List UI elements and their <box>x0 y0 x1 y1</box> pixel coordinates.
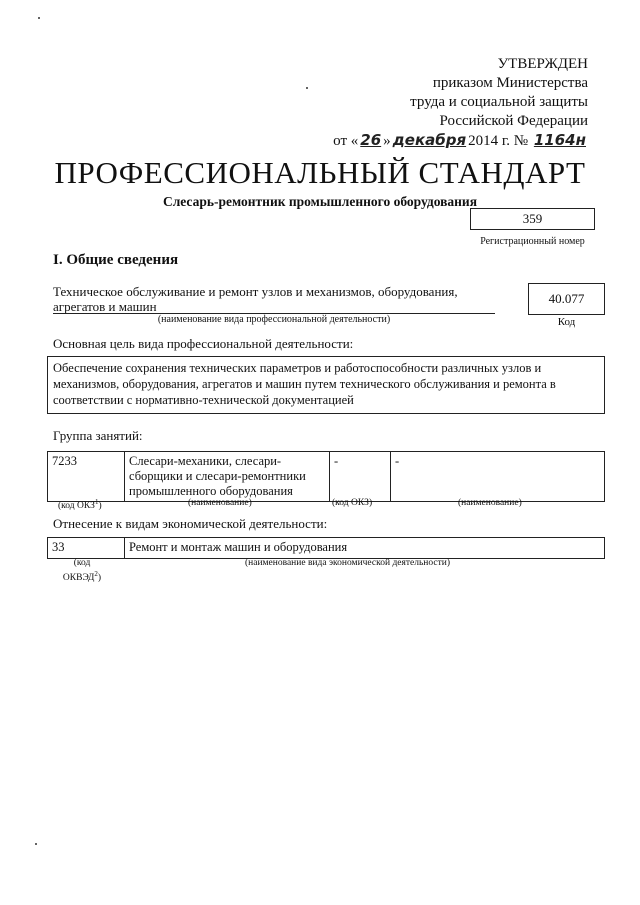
activity-caption: (наименование вида профессиональной деятельности) <box>157 314 391 325</box>
okz-caption-end: ) <box>98 501 102 512</box>
order-prefix: от « <box>333 133 359 149</box>
order-line <box>333 131 588 151</box>
occupation-code-cell-2: - <box>330 452 391 502</box>
code-caption: Код <box>557 316 576 328</box>
order-month: декабря <box>392 131 467 149</box>
section-title: I. Общие сведения <box>53 252 179 268</box>
occupation-code-cell: 7233 <box>48 452 125 502</box>
occupation-table <box>47 451 605 502</box>
name-caption: (наименование) <box>188 498 252 508</box>
economic-table <box>47 537 605 559</box>
approval-line: труда и социальной защиты <box>410 94 588 110</box>
occupation-name-cell-2: - <box>391 452 605 502</box>
okved-code-cell: 33 <box>48 538 125 559</box>
scan-mark <box>35 843 37 845</box>
document-title: ПРОФЕССИОНАЛЬНЫЙ СТАНДАРТ <box>54 155 586 190</box>
okved-caption-line2: ОКВЭД <box>62 573 95 584</box>
economic-name-caption: (наименование вида экономической деятельности) <box>245 558 450 568</box>
okz-caption <box>58 498 102 511</box>
registration-label: Регистрационный номер <box>480 236 585 247</box>
activity-code-box: 40.077 <box>528 283 605 315</box>
order-year: 2014 г. № <box>468 133 529 149</box>
approval-block <box>333 55 588 151</box>
activity-name: Техническое обслуживание и ремонт узлов и механизмов, оборудования, агрегатов и машин <box>53 284 458 314</box>
scan-mark <box>306 87 308 89</box>
order-number: 1164н <box>533 131 586 149</box>
okz-caption-2: (код ОКЗ) <box>332 498 373 508</box>
approval-line: Российской Федерации <box>439 113 588 129</box>
purpose-label: Основная цель вида профессиональной деятельности: <box>53 336 354 351</box>
order-day: 26 <box>360 131 382 149</box>
economic-name-cell: Ремонт и монтаж машин и оборудования <box>125 538 605 559</box>
footnote-marker: 2 <box>94 570 98 578</box>
scan-mark <box>38 17 40 19</box>
okved-caption-end: ) <box>97 573 102 584</box>
okz-caption-text: (код ОКЗ <box>58 501 95 512</box>
registration-number-box: 359 <box>470 208 595 230</box>
name-caption-2: (наименование) <box>458 498 522 508</box>
table-row <box>48 538 605 559</box>
okved-caption-line1: (код <box>73 558 91 568</box>
occupation-group-label: Группа занятий: <box>53 428 143 443</box>
approval-line: УТВЕРЖДЕН <box>497 56 588 72</box>
approval-line: приказом Министерства <box>432 75 588 91</box>
document-subtitle: Слесарь-ремонтник промышленного оборудования <box>162 194 478 209</box>
okved-caption <box>52 558 112 584</box>
footnote-marker: 1 <box>94 498 99 506</box>
occupation-name-cell: Слесари-механики, слесари-сборщики и слесари-ремонтники промышленного оборудования <box>125 452 330 502</box>
order-quote: » <box>383 133 391 149</box>
table-row <box>48 452 605 502</box>
economic-label: Отнесение к видам экономической деятельности: <box>53 516 328 531</box>
purpose-box: Обеспечение сохранения технических параметров и работоспособности различных узлов и механизмов, оборудования, агрегатов и машин путем технического обслуживания и ремонта в соответствии с нормативно-технической документацией <box>47 356 605 414</box>
